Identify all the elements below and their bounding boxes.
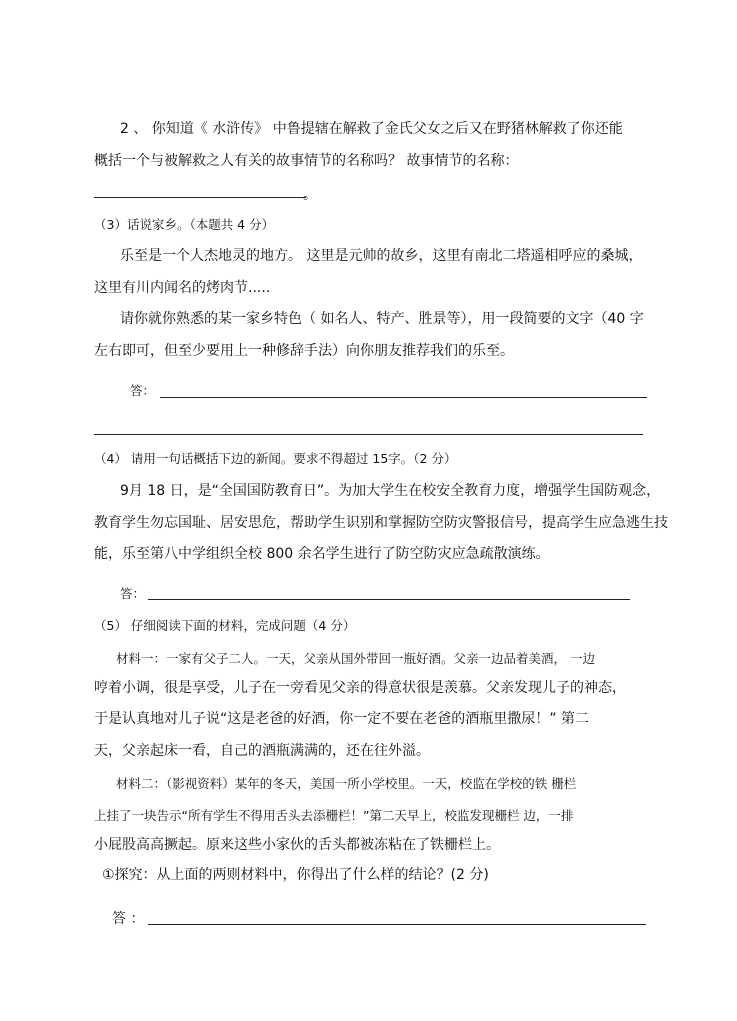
q2-line-2: 概括一个与被解救之人有关的故事情节的名称吗？ 故事情节的名称： [94, 153, 519, 169]
q5-answer-line[interactable] [148, 924, 646, 925]
q3-paragraph-1-line-2: 这里有川内闻名的烤肉节..... [94, 280, 271, 296]
q5-explore-question: ①探究：从上面的两则材料中，你得出了什么样的结论？(2 分) [102, 867, 489, 883]
q3-answer-label: 答： [130, 383, 156, 398]
q4-heading: （4） 请用一句话概括下边的新闻。要求不得超过 15字。（2 分） [94, 451, 457, 466]
q2-end-mark: 。 [303, 187, 317, 203]
q3-paragraph-2-line-1: 请你就你熟悉的某一家乡特色（ 如名人、特产、胜景等），用一段简要的文字（40 字 [120, 311, 644, 327]
q5-answer-label: 答 ： [112, 911, 145, 927]
q4-answer-line[interactable] [148, 599, 630, 600]
q5-heading: （5） 仔细阅读下面的材料，完成问题（4 分） [94, 618, 356, 633]
q3-paragraph-2-line-2: 左右即可，但至少要用上一种修辞手法）向你朋友推荐我们的乐至。 [94, 343, 514, 359]
q5-material-2-line-1: 材料二：（影视资料）某年的冬天，美国一所小学校里。一天，校监在学校的铁 栅栏 [116, 776, 577, 791]
q2-answer-line[interactable] [94, 197, 306, 198]
q4-news-line-1: 9月 18 日，是“全国国防教育日”。为加大学生在校安全教育力度，增强学生国防观念， [120, 483, 661, 499]
q5-material-1-line-4: 天，父亲起床一看，自己的酒瓶满满的，还在往外溢。 [94, 743, 430, 759]
q3-answer-line-1[interactable] [160, 397, 647, 398]
q3-heading: （3）话说家乡。（本题共 4 分） [94, 217, 275, 232]
q5-material-2-line-3: 小屁股高高撅起。原来这些小家伙的舌头都被冻粘在了铁栅栏上。 [94, 837, 500, 853]
q5-material-1-line-2: 哼着小调，很是享受，儿子在一旁看见父亲的得意状很是羡慕。父亲发现儿子的神态， [94, 680, 626, 696]
q5-material-1-line-3: 于是认真地对儿子说“这是老爸的好酒，你一定不要在老爸的酒瓶里撒尿！” 第二 [94, 711, 589, 727]
q4-answer-label: 答： [120, 586, 146, 601]
q2-line-1: 2 、 你知道《 水浒传》 中鲁提辖在解救了金氏父女之后又在野猪林解救了你还能 [120, 121, 623, 137]
q3-paragraph-1-line-1: 乐至是一个人杰地灵的地方。 这里是元帅的故乡，这里有南北二塔遥相呼应的桑城， [120, 248, 643, 264]
q5-material-2-line-2: 上挂了一块告示“所有学生不得用舌头去添栅栏！”第二天早上，校监发现栅栏 边，一排 [94, 808, 574, 823]
q4-news-line-2: 教育学生勿忘国耻、居安思危，帮助学生识别和掌握防空防灾警报信号，提高学生应急逃生技 [94, 515, 668, 531]
q3-answer-line-2[interactable] [94, 434, 643, 435]
q4-news-line-3: 能，乐至第八中学组织全校 800 余名学生进行了防空防灾应急疏散演练。 [94, 546, 550, 562]
q5-material-1-line-1: 材料一：一家有父子二人。一天，父亲从国外带回一瓶好酒。父亲一边品着美酒， 一边 [116, 651, 595, 666]
